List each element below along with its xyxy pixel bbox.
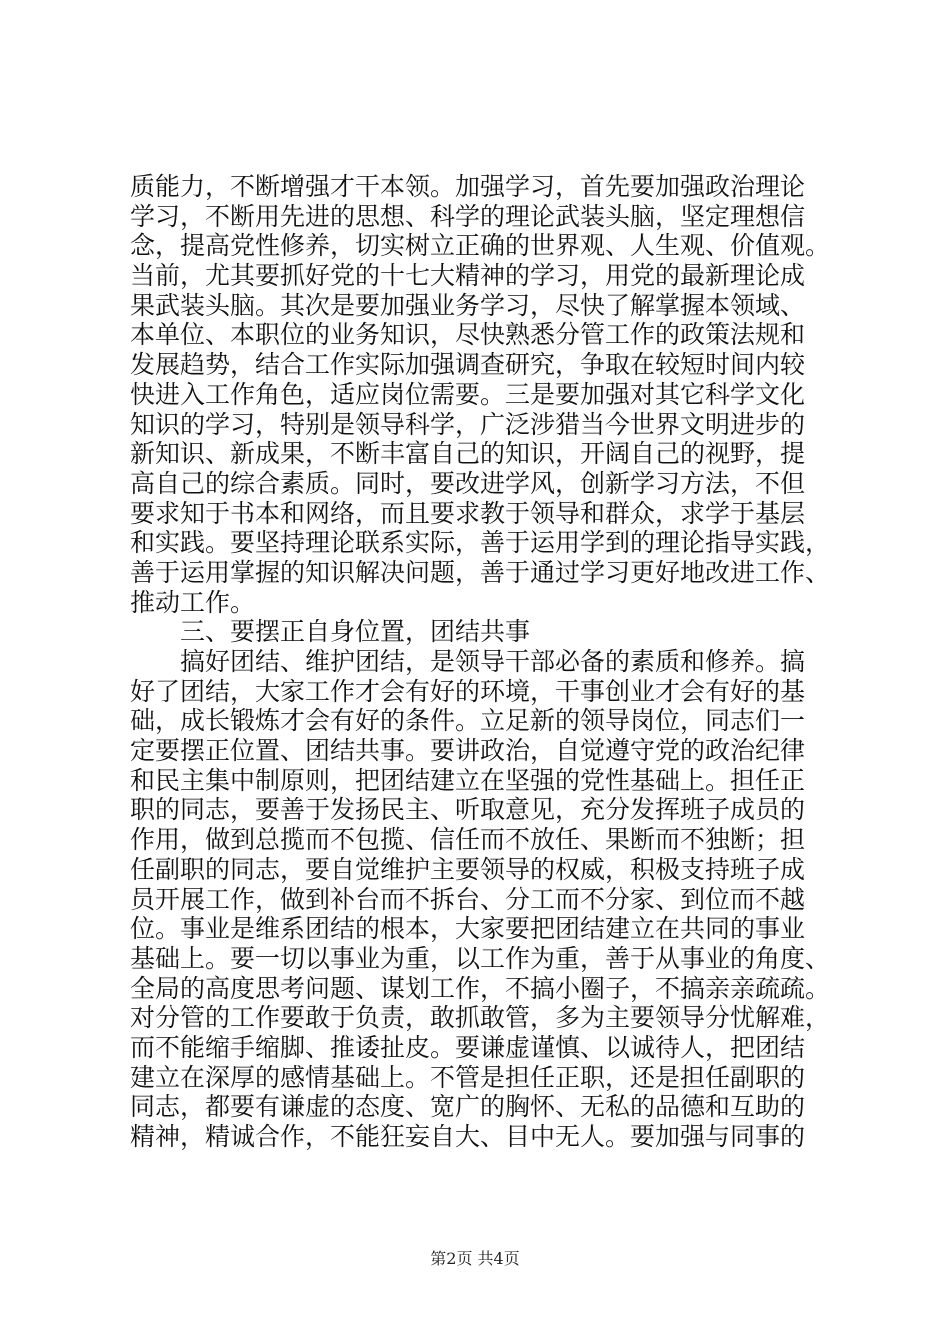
text-line: 而不能缩手缩脚、推诿扯皮。要谦虚谨慎、以诚待人，把团结 [130,1032,806,1062]
text-line: 快进入工作角色，适应岗位需要。三是要加强对其它科学文化 [130,379,806,409]
body-text [130,172,850,1152]
text-line: 要求知于书本和网络，而且要求教于领导和群众，求学于基层 [130,498,806,528]
text-line: 善于运用掌握的知识解决问题，善于通过学习更好地改进工作、 [130,557,831,587]
text-line: 全局的高度思考问题、谋划工作，不搞小圈子，不搞亲亲疏疏。 [130,973,831,1003]
text-line: 高自己的综合素质。同时，要改进学风，创新学习方法，不但 [130,468,806,498]
page-footer [0,1246,950,1269]
text-line: 和民主集中制原则，把团结建立在坚强的党性基础上。担任正 [130,765,806,795]
text-line: 基础上。要一切以事业为重，以工作为重，善于从事业的角度、 [130,943,831,973]
text-line: 同志，都要有谦虚的态度、宽广的胸怀、无私的品德和互助的 [130,1092,806,1122]
text-line: 精神，精诚合作，不能狂妄自大、目中无人。要加强与同事的 [130,1122,806,1151]
text-line: 作用，做到总揽而不包揽、信任而不放任、果断而不独断；担 [130,825,806,855]
text-line: 职的同志，要善于发扬民主、听取意见，充分发挥班子成员的 [130,795,806,825]
text-line: 新知识、新成果，不断丰富自己的知识，开阔自己的视野，提 [130,439,806,469]
text-line: 念，提高党性修养，切实树立正确的世界观、人生观、价值观。 [130,231,831,261]
page-number-label: 第2页 共4页 [430,1249,520,1268]
text-line: 对分管的工作要敢于负责，敢抓敢管，多为主要领导分忧解难， [130,1003,831,1033]
text-line: 本单位、本职位的业务知识，尽快熟悉分管工作的政策法规和 [130,320,806,350]
text-line: 好了团结，大家工作才会有好的环境，干事创业才会有好的基 [130,676,806,706]
text-line: 推动工作。 [130,587,256,617]
text-line: 知识的学习，特别是领导科学，广泛涉猎当今世界文明进步的 [130,409,806,439]
text-line: 当前，尤其要抓好党的十七大精神的学习，用党的最新理论成 [130,261,806,291]
text-line: 和实践。要坚持理论联系实际，善于运用学到的理论指导实践， [130,528,831,558]
text-line: 位。事业是维系团结的根本，大家要把团结建立在共同的事业 [130,914,806,944]
text-line: 定要摆正位置、团结共事。要讲政治，自觉遵守党的政治纪律 [130,736,806,766]
text-line: 果武装头脑。其次是要加强业务学习，尽快了解掌握本领域、 [130,290,806,320]
section-heading: 三、要摆正自身位置，团结共事 [130,617,531,647]
text-line: 建立在深厚的感情基础上。不管是担任正职，还是担任副职的 [130,1062,806,1092]
text-line: 础，成长锻炼才会有好的条件。立足新的领导岗位，同志们一 [130,706,806,736]
text-line: 发展趋势，结合工作实际加强调查研究，争取在较短时间内较 [130,350,806,380]
text-line: 质能力，不断增强才干本领。加强学习，首先要加强政治理论 [130,172,806,201]
text-line: 任副职的同志，要自觉维护主要领导的权威，积极支持班子成 [130,854,806,884]
text-line: 搞好团结、维护团结，是领导干部必备的素质和修养。搞 [130,647,806,676]
text-line: 学习，不断用先进的思想、科学的理论武装头脑，坚定理想信 [130,201,806,231]
text-line: 员开展工作，做到补台而不拆台、分工而不分家、到位而不越 [130,884,806,914]
